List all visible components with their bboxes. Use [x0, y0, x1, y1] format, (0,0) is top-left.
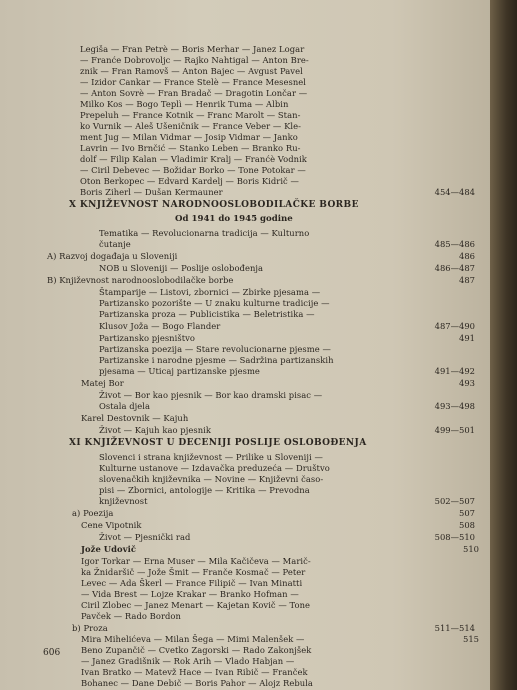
toc-line: Slovenci i strana književnost — Prilike u Sloveniji — [99, 452, 323, 462]
toc-line: Klusov Joža — Bogo Flander [99, 321, 221, 331]
toc-line: ka Žnidaršič — Jože Šmit — Franče Kosmač — Peter [81, 567, 306, 577]
toc-line: Život — Pjesnički rad [99, 532, 191, 542]
toc-line: Ostala djela [99, 401, 151, 411]
toc-line: književnost [99, 496, 148, 506]
toc-line: — Ciril Debevec — Božidar Borko — Tone Potokar — [80, 165, 306, 175]
page-ref: 491 [459, 333, 475, 343]
section-heading-x: X KNJIŽEVNOST NARODNOOSLOBODILAČKE BORBE [69, 200, 359, 210]
page-edge [490, 0, 517, 690]
toc-line: — Franće Dobrovoljc — Rajko Nahtigal — Anton Bre- [80, 55, 309, 65]
toc-line: Partizanska proza — Publicistika — Beletristika — [99, 309, 315, 319]
toc-line: Bohanec — Dane Debič — Boris Pahor — Alojz Rebula [81, 678, 313, 688]
toc-line: Kulturne ustanove — Izdavačka preduzeća — Društvo [99, 463, 330, 473]
page-ref: 486 [459, 251, 475, 261]
toc-line: a) Poezija [72, 508, 114, 518]
toc-line: Beno Zupančič — Cvetko Zagorski — Rado Zakonjšek [81, 645, 312, 655]
toc-line: Partizansko pozorište — U znaku kulturne tradicije — [99, 298, 330, 308]
toc-line: dolf — Filip Kalan — Vladimir Kralj — Franćè Vodnik [80, 154, 307, 164]
toc-line: — Janez Gradišnik — Rok Arih — Vlado Habjan — [81, 656, 295, 666]
toc-line: čutanje [99, 239, 131, 249]
page-ref: 493 [459, 378, 475, 388]
toc-line: Tematika — Revolucionarna tradicija — Kulturno [99, 228, 310, 238]
toc-line: Mira Mihelićeva — Milan Šega — Mimi Malenšek — [81, 634, 305, 644]
toc-line: Igor Torkar — Erna Muser — Mila Kačičeva — Marič- [81, 556, 311, 566]
toc-line: NOB u Sloveniji — Poslije oslobođenja [99, 263, 264, 273]
toc-line: Štamparije — Listovi, zbornici — Zbirke pjesama — [99, 287, 321, 297]
toc-line: slovenačkih književnika — Novine — Književni časo- [99, 474, 324, 484]
toc-line: znik — Fran Ramovš — Anton Bajec — Avgust Pavel [80, 66, 303, 76]
toc-line: — Vida Brest — Lojze Krakar — Branko Hofman — [81, 589, 299, 599]
toc-line: Legiša — Fran Petrè — Boris Merhar — Janez Logar [80, 44, 305, 54]
page-ref: 499—501 [434, 425, 475, 435]
toc-line: A) Razvoj događaja u Sloveniji [47, 251, 178, 261]
page-ref: 485—486 [434, 239, 475, 249]
toc-line: Život — Kajuh kao pjesnik [99, 425, 212, 435]
page-ref: 493—498 [434, 401, 475, 411]
toc-line: B) Književnost narodnooslobodilačke borbe [47, 275, 234, 285]
section-heading-xi: XI KNJIŽEVNOST U DECENIJI POSLIJE OSLOBOĐENJA [69, 438, 367, 448]
toc-line: Ivan Bratko — Matevž Hace — Ivan Ribič — Franček [81, 667, 308, 677]
page-ref: 511—514 [434, 623, 475, 633]
toc-line: Lavrin — Ivo Brnčić — Stanko Leben — Branko Ru- [80, 143, 301, 153]
page-ref: 454—484 [434, 187, 475, 197]
toc-line: Oton Berkopec — Edvard Kardelj — Boris Kidrič — [80, 176, 299, 186]
toc-line: Jože Udovič [81, 544, 136, 554]
toc-line: Ciril Zlobec — Janez Menart — Kajetan Kovič — Tone [81, 600, 311, 610]
page-ref: 502—507 [434, 496, 475, 506]
page-ref: 491—492 [434, 366, 475, 376]
toc-line: Pavček — Rado Bordon [81, 611, 181, 621]
toc-line: Milko Kos — Bogo Teplì — Henrik Tuma — Albin [80, 99, 289, 109]
page-ref: 508 [459, 520, 475, 530]
toc-line: Život — Bor kao pjesnik — Bor kao dramski pisac — [99, 390, 323, 400]
page-ref: 486—487 [434, 263, 475, 273]
page-ref: 510 [463, 544, 479, 554]
toc-line: — Anton Sovrè — Fran Bradač — Dragotin Lončar — [80, 88, 308, 98]
page-ref: 487—490 [434, 321, 475, 331]
section-subheading: Od 1941 do 1945 godine [175, 214, 293, 224]
toc-line: ko Vurnik — Aleš Ušeničnik — France Veber — Kle- [80, 121, 301, 131]
toc-line: Prepeluh — France Kotnik — Franc Marolt — Stan- [80, 110, 301, 120]
toc-line: Cene Vipotnik [81, 520, 142, 530]
toc-line: — Izidor Cankar — France Stelè — France Mesesnel [80, 77, 306, 87]
toc-line: Karel Destovnik — Kajuh [81, 413, 189, 423]
toc-line: b) Proza [72, 623, 108, 633]
page-ref: 515 [463, 634, 479, 644]
page-ref: 508—510 [434, 532, 475, 542]
toc-line: Partizanske i narodne pjesme — Sadržina partizanskih [99, 355, 334, 365]
page-ref: 487 [459, 275, 475, 285]
toc-line: Partizanska poezija — Stare revolucionarne pjesme — [99, 344, 331, 354]
toc-line: pisi — Zbornici, antologije — Kritika — Prevodna [99, 485, 310, 495]
page-number: 606 [43, 648, 61, 658]
toc-line: Partizansko pjesništvo [99, 333, 195, 343]
toc-line: Boris Ziherl — Dušan Kermauner [80, 187, 223, 197]
toc-line: Matej Bor [81, 378, 124, 388]
page-ref: 507 [459, 508, 475, 518]
toc-line: ment Jug — Milan Vidmar — Josip Vidmar — Janko [80, 132, 298, 142]
toc-line: pjesama — Uticaj partizanske pjesme [99, 366, 260, 376]
toc-line: Levec — Ada Škerl — France Filipič — Ivan Minatti [81, 578, 303, 588]
